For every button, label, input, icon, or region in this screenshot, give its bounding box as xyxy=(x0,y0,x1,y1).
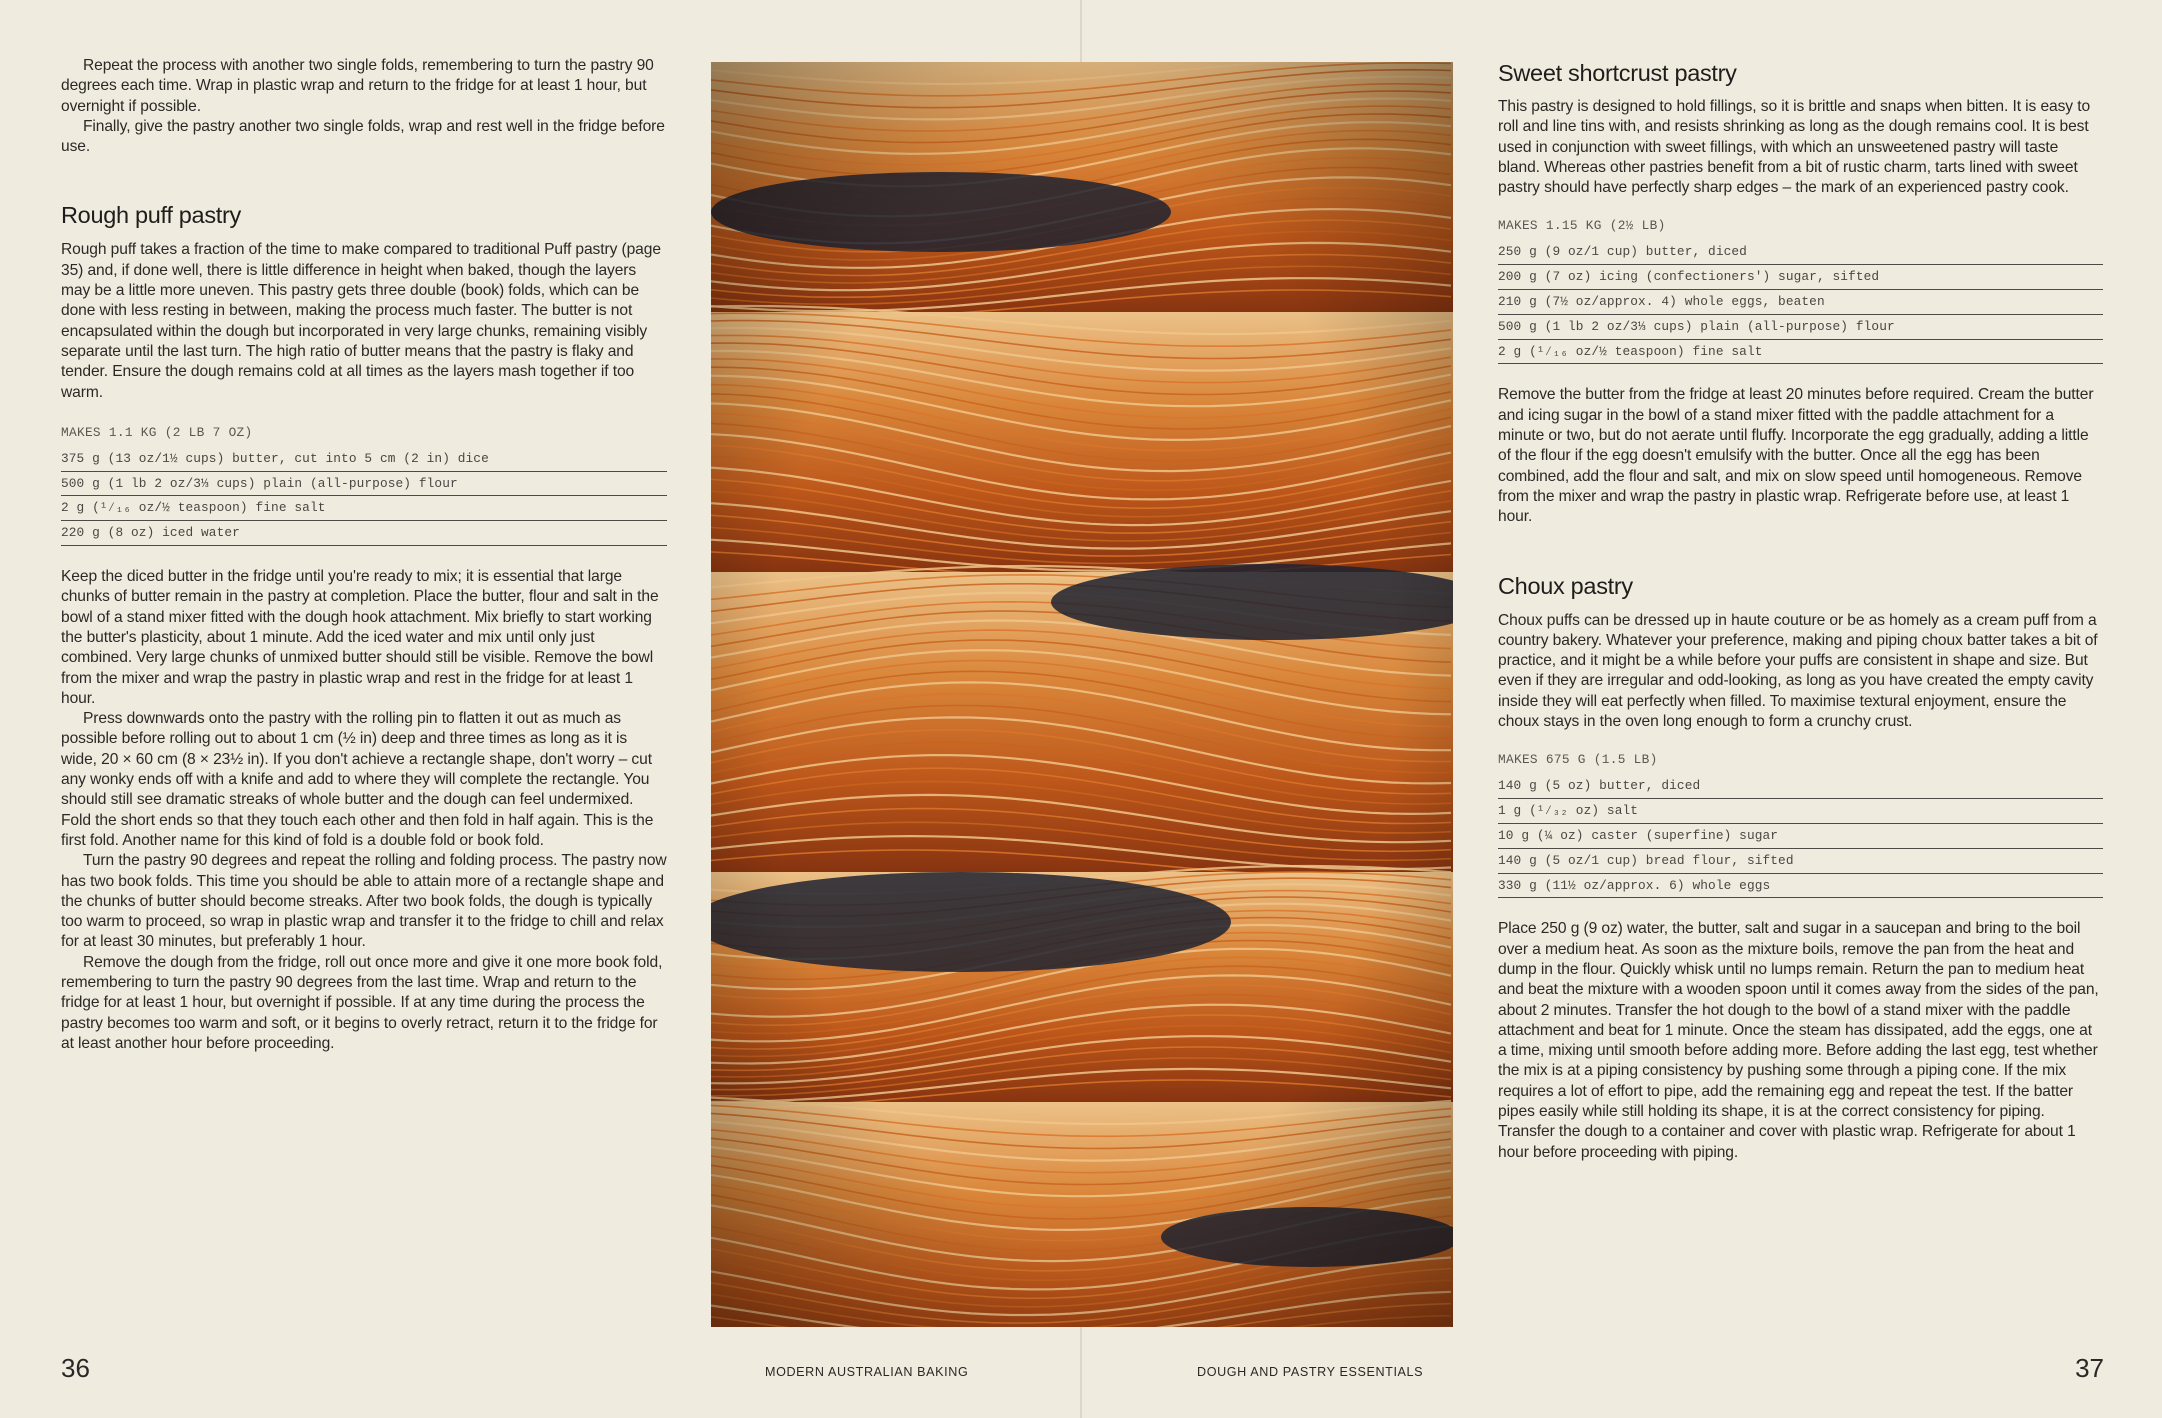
ingredient-line: 500 g (1 lb 2 oz/3⅓ cups) plain (all-purpose) flour xyxy=(1498,315,2103,340)
ingredient-line: 140 g (5 oz) butter, diced xyxy=(1498,774,2103,799)
pastry-layers-photo xyxy=(711,62,1453,1327)
ingredient-line: 250 g (9 oz/1 cup) butter, diced xyxy=(1498,240,2103,265)
ingredient-line: 330 g (11½ oz/approx. 6) whole eggs xyxy=(1498,874,2103,899)
rough-puff-yield: MAKES 1.1 KG (2 LB 7 OZ) xyxy=(61,424,253,440)
ingredient-line: 210 g (7½ oz/approx. 4) whole eggs, beaten xyxy=(1498,290,2103,315)
ingredient-line: 200 g (7 oz) icing (confectioners') sugar, sifted xyxy=(1498,265,2103,290)
sweet-shortcrust-ingredients xyxy=(1498,240,2103,364)
ingredient-line: 2 g (¹⁄₁₆ oz/½ teaspoon) fine salt xyxy=(1498,340,2103,365)
left-running-head: MODERN AUSTRALIAN BAKING xyxy=(765,1365,969,1379)
intro-paragraph: Repeat the process with another two single folds, remembering to turn the pastry 90 degrees each time. Wrap in plastic wrap and return to the fridge for at least 1 hour, but overnight if possible. xyxy=(61,57,654,115)
ingredient-line: 10 g (¼ oz) caster (superfine) sugar xyxy=(1498,824,2103,849)
right-running-head: DOUGH AND PASTRY ESSENTIALS xyxy=(1197,1365,1424,1379)
ingredient-line: 220 g (8 oz) iced water xyxy=(61,521,667,546)
sweet-shortcrust-yield: MAKES 1.15 KG (2½ LB) xyxy=(1498,218,1666,234)
ingredient-line: 375 g (13 oz/1½ cups) butter, cut into 5 cm (2 in) dice xyxy=(61,447,667,472)
rough-puff-method-step: Turn the pastry 90 degrees and repeat the rolling and folding process. The pastry now has two book folds. This time you should be able to attain more of a rectangle shape and the chunks of butter should become streaks. After two book folds, the dough is typically too warm to proceed, so wrap in plastic wrap and transfer it to the fridge to chill and relax for at least 30 minutes, but preferably 1 hour. xyxy=(61,852,667,951)
right-page-column xyxy=(1498,56,2103,1163)
choux-title: Choux pastry xyxy=(1498,572,1633,599)
left-page-column xyxy=(61,56,667,1054)
choux-yield: MAKES 675 G (1.5 LB) xyxy=(1498,752,1658,768)
rough-puff-description: Rough puff takes a fraction of the time to make compared to traditional Puff pastry (page 35) and, if done well, there is little difference in height when baked, though the layers may be a little more uneven. This pastry gets three double (book) folds, which can be done with less resting in between, making the process much faster. The butter is not encapsulated within the dough but incorporated in very large chunks, remaining visibly separate until the last turn. The high ratio of butter means that the pastry is flaky and tender. Ensure the dough remains cold at all times as the layers mash together if too warm. xyxy=(61,241,661,401)
sweet-shortcrust-method: Remove the butter from the fridge at least 20 minutes before required. Cream the butter and icing sugar in the bowl of a stand mixer fitted with the paddle attachment for a minute or two, but do not aerate until fluffy. Incorporate the egg gradually, adding a little of the flour if the egg doesn't emulsify with the butter. Once all the egg has been combined, add the flour and salt, and mix on slow speed until homogeneous. Remove from the mixer and wrap the pastry in plastic wrap. Refrigerate before use, at least 1 hour. xyxy=(1498,386,2094,526)
ingredient-line: 2 g (¹⁄₁₆ oz/½ teaspoon) fine salt xyxy=(61,496,667,521)
choux-description: Choux puffs can be dressed up in haute couture or be as homely as a cream puff from a country bakery. Whatever your preference, making and piping choux batter takes a bit of practice, and it might be a while before your puffs are consistent in shape and size. But even if they are irregular and odd-looking, as long as you have created the empty cavity inside they will eat perfectly when filled. To maximise textural enjoyment, ensure the choux stays in the oven long enough to form a crunchy crust. xyxy=(1498,611,2098,731)
ingredient-line: 1 g (¹⁄₃₂ oz) salt xyxy=(1498,799,2103,824)
pastry-layers-image xyxy=(711,62,1453,1327)
rough-puff-method-step: Remove the dough from the fridge, roll out once more and give it one more book fold, remembering to turn the pastry 90 degrees from the last time. Wrap and return to the fridge for at least 1 hour, but overnight if possible. If at any time during the process the pastry becomes too warm and soft, or it begins to overly retract, return it to the fridge for at least another hour before proceeding. xyxy=(61,953,663,1052)
intro-paragraph: Finally, give the pastry another two single folds, wrap and rest well in the fridge before use. xyxy=(61,117,665,156)
sweet-shortcrust-title: Sweet shortcrust pastry xyxy=(1498,60,1737,86)
right-page-number: 37 xyxy=(2075,1353,2104,1383)
ingredient-line: 500 g (1 lb 2 oz/3⅓ cups) plain (all-purpose) flour xyxy=(61,472,667,497)
rough-puff-ingredients xyxy=(61,447,667,546)
rough-puff-title: Rough puff pastry xyxy=(61,202,241,229)
choux-ingredients xyxy=(1498,774,2103,898)
rough-puff-method-step: Press downwards onto the pastry with the rolling pin to flatten it out as much as possible before rolling out to about 1 cm (½ in) deep and three times as long as it is wide, 20 × 60 cm (8 × 23½ in). If you don't achieve a rectangle shape, don't worry – cut any wonky ends off with a knife and add to where they will complete the rectangle. You should still see dramatic streaks of whole butter and the dough can feel undermixed. Fold the short ends so that they touch each other and then fold in half again. This is the first fold. Another name for this kind of fold is a double fold or book fold. xyxy=(61,710,654,849)
left-page-number: 36 xyxy=(61,1353,90,1383)
ingredient-line: 140 g (5 oz/1 cup) bread flour, sifted xyxy=(1498,849,2103,874)
choux-method: Place 250 g (9 oz) water, the butter, salt and sugar in a saucepan and bring to the boil over a medium heat. As soon as the mixture boils, remove the pan from the heat and dump in the flour. Quickly whisk until no lumps remain. Return the pan to medium heat and beat the mixture with a wooden spoon until it comes away from the sides of the pan, about 2 minutes. Transfer the hot dough to the bowl of a stand mixer with the paddle attachment and beat for 1 minute. Once the steam has dissipated, add the eggs, one at a time, mixing until smooth before adding more. Before adding the last egg, test whether the mix is at a piping consistency by pushing some through a piping cone. If the mix requires a lot of effort to pipe, add the remaining egg and repeat the test. If the batter pipes easily while still holding its shape, it is at the correct consistency for piping. Transfer the dough to a container and cover with plastic wrap. Refrigerate for about 1 hour before proceeding with piping. xyxy=(1498,920,2099,1161)
rough-puff-method-step: Keep the diced butter in the fridge until you're ready to mix; it is essential that large chunks of butter remain in the pastry at completion. Place the butter, flour and salt in the bowl of a stand mixer fitted with the dough hook attachment. Mix briefly to start working the butter's plasticity, about 1 minute. Add the iced water and mix until only just combined. Very large chunks of unmixed butter should still be visible. Remove the bowl from the mixer and wrap the pastry in plastic wrap and rest in the fridge for at least 1 hour. xyxy=(61,568,659,707)
sweet-shortcrust-description: This pastry is designed to hold fillings, so it is brittle and snaps when bitten. It is easy to roll and line tins with, and resists shrinking as long as the dough remains cool. It is best used in conjunction with sweet fillings, with which an unsweetened pastry will taste bland. Whereas other pastries benefit from a bit of rustic charm, tarts lined with sweet pastry should have perfectly sharp edges – the mark of an experienced pastry cook. xyxy=(1498,98,2091,197)
